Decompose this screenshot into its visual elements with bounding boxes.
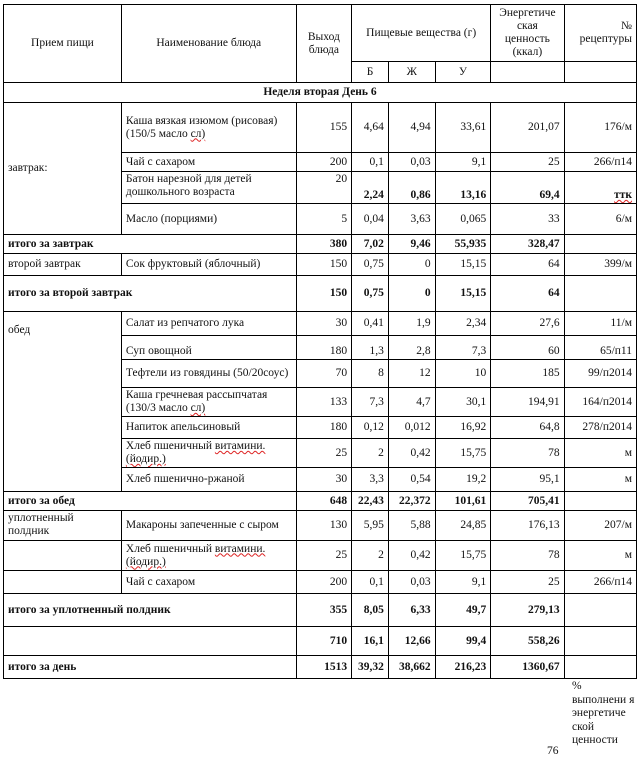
fat: 3,63 [388,204,435,235]
total-row-breakfast [4,235,637,254]
energy: 95,1 [491,468,564,492]
meal-label-second-breakfast: второй завтрак [4,254,122,276]
table-row [4,103,637,153]
dish-name: Хлеб пшеничный витамини. (йодир.) [121,541,296,571]
yield: 200 [296,153,352,172]
total-label [4,627,297,656]
recipe: 266/п14 [564,571,636,594]
total-yield: 710 [296,627,352,656]
carbs: 15,75 [435,439,491,468]
yield: 200 [296,571,352,594]
header-fat: Ж [388,62,435,83]
recipe: 399/м [564,254,636,276]
header-nutrients: Пищевые вещества (г) [352,5,491,62]
total-carbs: 15,15 [435,276,491,312]
energy: 64 [491,254,564,276]
energy: 78 [491,541,564,571]
carbs: 9,1 [435,153,491,172]
total-yield: 380 [296,235,352,254]
carbs: 15,15 [435,254,491,276]
header-protein: Б [352,62,389,83]
total-carbs: 99,4 [435,627,491,656]
total-protein: 16,1 [352,627,389,656]
protein: 3,3 [352,468,389,492]
fat: 0 [388,254,435,276]
total-row-unlabeled [4,627,637,656]
fat: 2,8 [388,336,435,360]
total-row-lunch [4,492,637,511]
fat: 5,88 [388,511,435,541]
total-recipe-empty [564,656,636,679]
yield: 20 [296,172,352,204]
dish-name: Хлеб пшенично-ржаной [121,468,296,492]
dish-name: Салат из репчатого лука [121,312,296,336]
energy: 33 [491,204,564,235]
yield: 180 [296,336,352,360]
recipe: 65/п11 [564,336,636,360]
protein: 0,12 [352,417,389,439]
total-fat: 9,46 [388,235,435,254]
protein: 2 [352,439,389,468]
protein: 0,75 [352,254,389,276]
energy: 194,91 [491,388,564,417]
dish-name: Чай с сахаром [121,153,296,172]
carbs: 0,065 [435,204,491,235]
meal-label-empty [4,541,122,571]
total-energy: 1360,67 [491,656,564,679]
total-label: итого за обед [4,492,297,511]
carbs: 30,1 [435,388,491,417]
dish-name: Суп овощной [121,336,296,360]
yield: 70 [296,360,352,388]
carbs: 19,2 [435,468,491,492]
energy: 25 [491,153,564,172]
yield: 130 [296,511,352,541]
energy: 69,4 [491,172,564,204]
fat: 0,42 [388,439,435,468]
recipe: ттк [564,172,636,204]
energy-percent-label: % выполнени я энергетиче ской ценности [572,680,635,746]
energy: 78 [491,439,564,468]
total-energy: 64 [491,276,564,312]
fat: 4,94 [388,103,435,153]
carbs: 10 [435,360,491,388]
protein: 0,41 [352,312,389,336]
fat: 0,42 [388,541,435,571]
dish-name: Сок фруктовый (яблочный) [121,254,296,276]
carbs: 24,85 [435,511,491,541]
week-title-row [4,83,637,103]
yield: 30 [296,468,352,492]
protein: 2,24 [352,172,389,204]
fat: 4,7 [388,388,435,417]
total-row-day [4,656,637,679]
yield: 30 [296,312,352,336]
energy: 27,6 [491,312,564,336]
fat: 0,86 [388,172,435,204]
header-carbs: У [435,62,491,83]
week-title: Неделя вторая День 6 [4,83,637,103]
carbs: 16,92 [435,417,491,439]
total-fat: 0 [388,276,435,312]
recipe: 207/м [564,511,636,541]
carbs: 7,3 [435,336,491,360]
energy: 176,13 [491,511,564,541]
protein: 0,1 [352,571,389,594]
total-energy: 558,26 [491,627,564,656]
total-fat: 38,662 [388,656,435,679]
meal-label-empty [4,571,122,594]
dish-name: Хлеб пшеничный витамини. (йодир.) [121,439,296,468]
meal-label-snack: уплотненный полдник [4,511,122,541]
total-row-snack [4,594,637,627]
header-dish: Наименование блюда [121,5,296,83]
table-row [4,511,637,541]
fat: 0,012 [388,417,435,439]
recipe: 278/п2014 [564,417,636,439]
dish-name: Батон нарезной для детей дошкольного возраста [121,172,296,204]
fat: 1,9 [388,312,435,336]
total-label: итого за завтрак [4,235,297,254]
total-label: итого за второй завтрак [4,276,297,312]
yield: 150 [296,254,352,276]
recipe: 266/п14 [564,153,636,172]
recipe: 99/п2014 [564,360,636,388]
total-protein: 22,43 [352,492,389,511]
protein: 7,3 [352,388,389,417]
total-fat: 6,33 [388,594,435,627]
protein: 0,1 [352,153,389,172]
carbs: 13,16 [435,172,491,204]
header-yield: Выход блюда [296,5,352,83]
yield: 25 [296,541,352,571]
yield: 155 [296,103,352,153]
total-recipe-empty [564,594,636,627]
dish-name: Тефтели из говядины (50/20соус) [121,360,296,388]
table-row [4,312,637,336]
total-protein: 0,75 [352,276,389,312]
meal-label-lunch: обед [4,312,122,492]
energy: 185 [491,360,564,388]
total-recipe-empty [564,492,636,511]
protein: 5,95 [352,511,389,541]
recipe: м [564,541,636,571]
total-carbs: 216,23 [435,656,491,679]
total-protein: 8,05 [352,594,389,627]
recipe: м [564,439,636,468]
fat: 0,54 [388,468,435,492]
carbs: 15,75 [435,541,491,571]
energy: 25 [491,571,564,594]
dish-name: Масло (порциями) [121,204,296,235]
dish-name: Чай с сахаром [121,571,296,594]
total-energy: 705,41 [491,492,564,511]
recipe: 11/м [564,312,636,336]
energy: 64,8 [491,417,564,439]
protein: 2 [352,541,389,571]
total-yield: 1513 [296,656,352,679]
total-fat: 12,66 [388,627,435,656]
energy: 60 [491,336,564,360]
dish-name: Напиток апельсиновый [121,417,296,439]
total-energy: 279,13 [491,594,564,627]
recipe: 176/м [564,103,636,153]
fat: 0,03 [388,153,435,172]
total-yield: 355 [296,594,352,627]
total-yield: 648 [296,492,352,511]
header-row [4,5,637,62]
total-label: итого за уплотненный полдник [4,594,297,627]
recipe: 6/м [564,204,636,235]
header-energy-empty [491,62,564,83]
dish-name: Макароны запеченные с сыром [121,511,296,541]
total-carbs: 49,7 [435,594,491,627]
carbs: 2,34 [435,312,491,336]
yield: 180 [296,417,352,439]
protein: 4,64 [352,103,389,153]
recipe: м [564,468,636,492]
total-carbs: 101,61 [435,492,491,511]
fat: 12 [388,360,435,388]
yield: 25 [296,439,352,468]
meal-label-breakfast: завтрак: [4,103,122,235]
energy-percent-value: 76 [547,745,559,757]
fat: 0,03 [388,571,435,594]
total-recipe-empty [564,276,636,312]
protein: 0,04 [352,204,389,235]
dish-name: Каша гречневая рассыпчатая (130/3 масло сл) [121,388,296,417]
menu-table [3,4,637,679]
total-label: итого за день [4,656,297,679]
protein: 1,3 [352,336,389,360]
total-protein: 7,02 [352,235,389,254]
total-row-second-breakfast [4,276,637,312]
yield: 133 [296,388,352,417]
energy: 201,07 [491,103,564,153]
header-recipe-empty [564,62,636,83]
carbs: 33,61 [435,103,491,153]
header-energy: Энергетиче ская ценность (ккал) [491,5,564,62]
total-recipe-empty [564,627,636,656]
carbs: 9,1 [435,571,491,594]
total-energy: 328,47 [491,235,564,254]
header-meal: Прием пищи [4,5,122,83]
yield: 5 [296,204,352,235]
total-yield: 150 [296,276,352,312]
table-row [4,571,637,594]
total-protein: 39,32 [352,656,389,679]
dish-name: Каша вязкая изюмом (рисовая) (150/5 масло сл) [121,103,296,153]
table-row [4,541,637,571]
total-carbs: 55,935 [435,235,491,254]
table-row [4,254,637,276]
recipe: 164/п2014 [564,388,636,417]
total-fat: 22,372 [388,492,435,511]
header-recipe: № рецептуры [564,5,636,62]
total-recipe-empty [564,235,636,254]
protein: 8 [352,360,389,388]
